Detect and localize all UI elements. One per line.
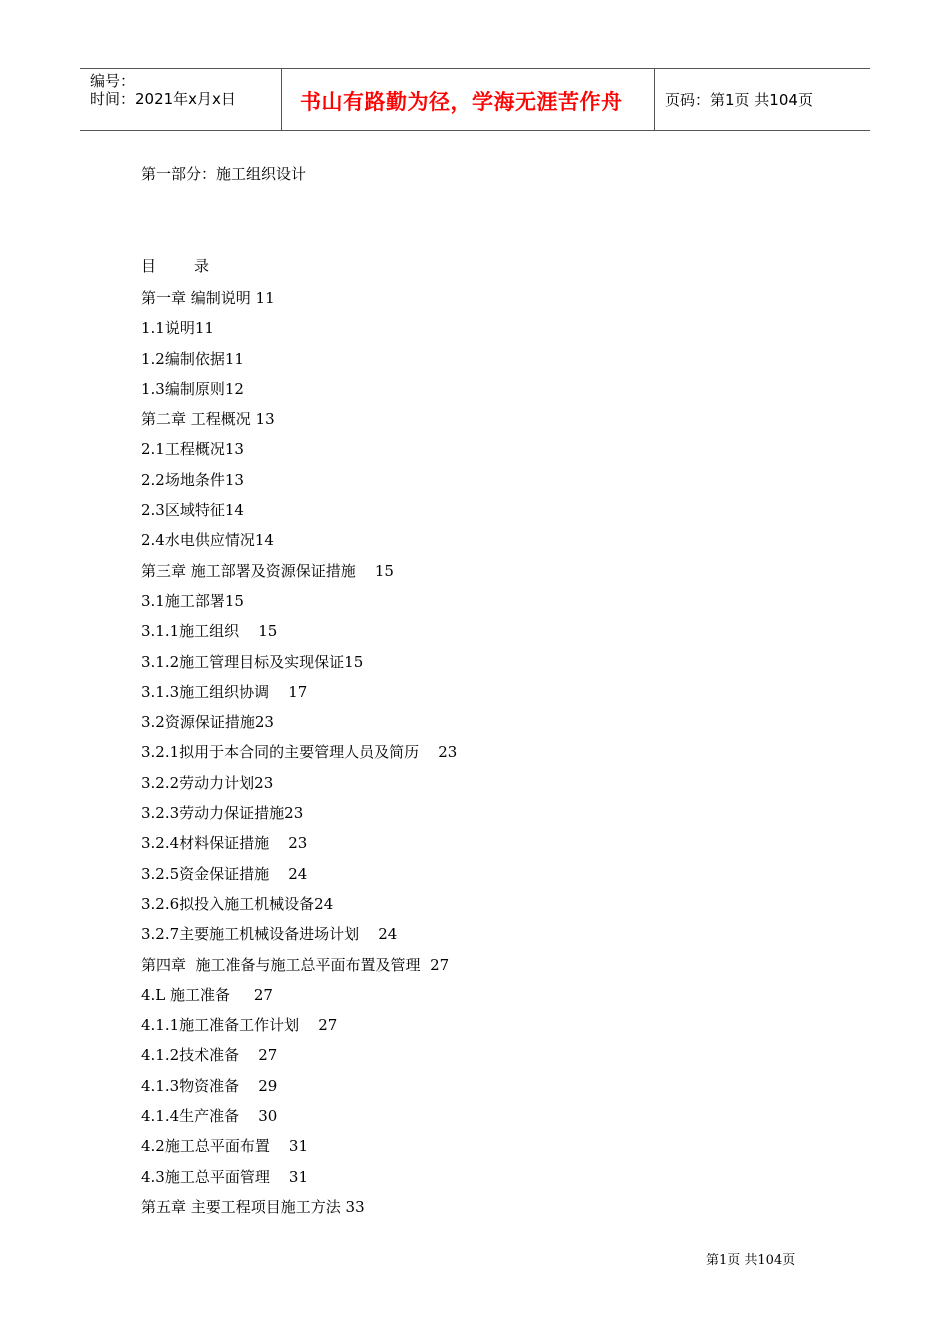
toc-entry[interactable]: 1.1说明11 [141,319,214,338]
toc-entry[interactable]: 3.1.2施工管理目标及实现保证15 [141,652,364,671]
toc-entry[interactable]: 3.2.3劳动力保证措施23 [141,804,304,823]
toc-entry[interactable]: 4.L 施工准备 27 [141,985,273,1004]
toc-heading-right: 录 [194,257,210,275]
toc-entry[interactable]: 2.2场地条件13 [141,470,244,489]
toc-entry[interactable]: 3.2.7主要施工机械设备进场计划 24 [141,925,398,944]
toc-entry[interactable]: 3.2.6拟投入施工机械设备24 [141,894,334,913]
toc-entry[interactable]: 3.2.4材料保证措施 23 [141,834,308,853]
toc-entry[interactable]: 3.2资源保证措施23 [141,713,274,732]
toc-entry[interactable]: 2.3区域特征14 [141,501,244,520]
toc-entry[interactable]: 3.1.3施工组织协调 17 [141,682,308,701]
toc-entry[interactable]: 第二章 工程概况 13 [141,410,275,429]
header-time-label: 时间：2021年x月x日 [90,90,236,108]
toc-entry[interactable]: 1.2编制依据11 [141,349,244,368]
toc-entry[interactable]: 2.4水电供应情况14 [141,531,274,550]
toc-entry[interactable]: 3.2.2劳动力计划23 [141,773,274,792]
document-header [80,68,870,131]
toc-entry[interactable]: 4.1.2技术准备 27 [141,1046,278,1065]
toc-entry[interactable]: 4.1.1施工准备工作计划 27 [141,1016,338,1035]
toc-entry[interactable]: 第五章 主要工程项目施工方法 33 [141,1197,365,1216]
toc-entry[interactable]: 4.1.4生产准备 30 [141,1107,278,1126]
toc-entry[interactable]: 3.2.5资金保证措施 24 [141,864,308,883]
page-footer: 第1页 共104页 [706,1253,796,1268]
toc-entry[interactable]: 4.2施工总平面布置 31 [141,1137,309,1156]
header-divider [654,69,655,130]
toc-heading [141,255,209,276]
header-motto: 书山有路勤为径，学海无涯苦作舟 [300,90,623,114]
toc-entry[interactable]: 第一章 编制说明 11 [141,289,275,307]
toc-entry[interactable]: 4.1.3物资准备 29 [141,1076,278,1095]
toc-entry[interactable]: 1.3编制原则12 [141,379,244,398]
toc-entry[interactable]: 第三章 施工部署及资源保证措施 15 [141,561,394,580]
toc-entry[interactable]: 第四章 施工准备与施工总平面布置及管理 27 [141,955,450,974]
header-page-info: 页码：第1页 共104页 [665,91,813,109]
toc-entry[interactable]: 4.3施工总平面管理 31 [141,1167,309,1186]
toc-entry[interactable]: 3.1.1施工组织 15 [141,622,278,641]
header-divider [281,69,282,130]
toc-heading-left: 目 [141,257,157,275]
header-number-label: 编号： [90,72,136,90]
toc-entry[interactable]: 2.1工程概况13 [141,440,244,459]
toc-entry[interactable]: 3.1施工部署15 [141,591,244,610]
part-title: 第一部分：施工组织设计 [141,165,307,183]
table-of-contents [141,283,457,1222]
toc-entry[interactable]: 3.2.1拟用于本合同的主要管理人员及简历 23 [141,743,458,762]
